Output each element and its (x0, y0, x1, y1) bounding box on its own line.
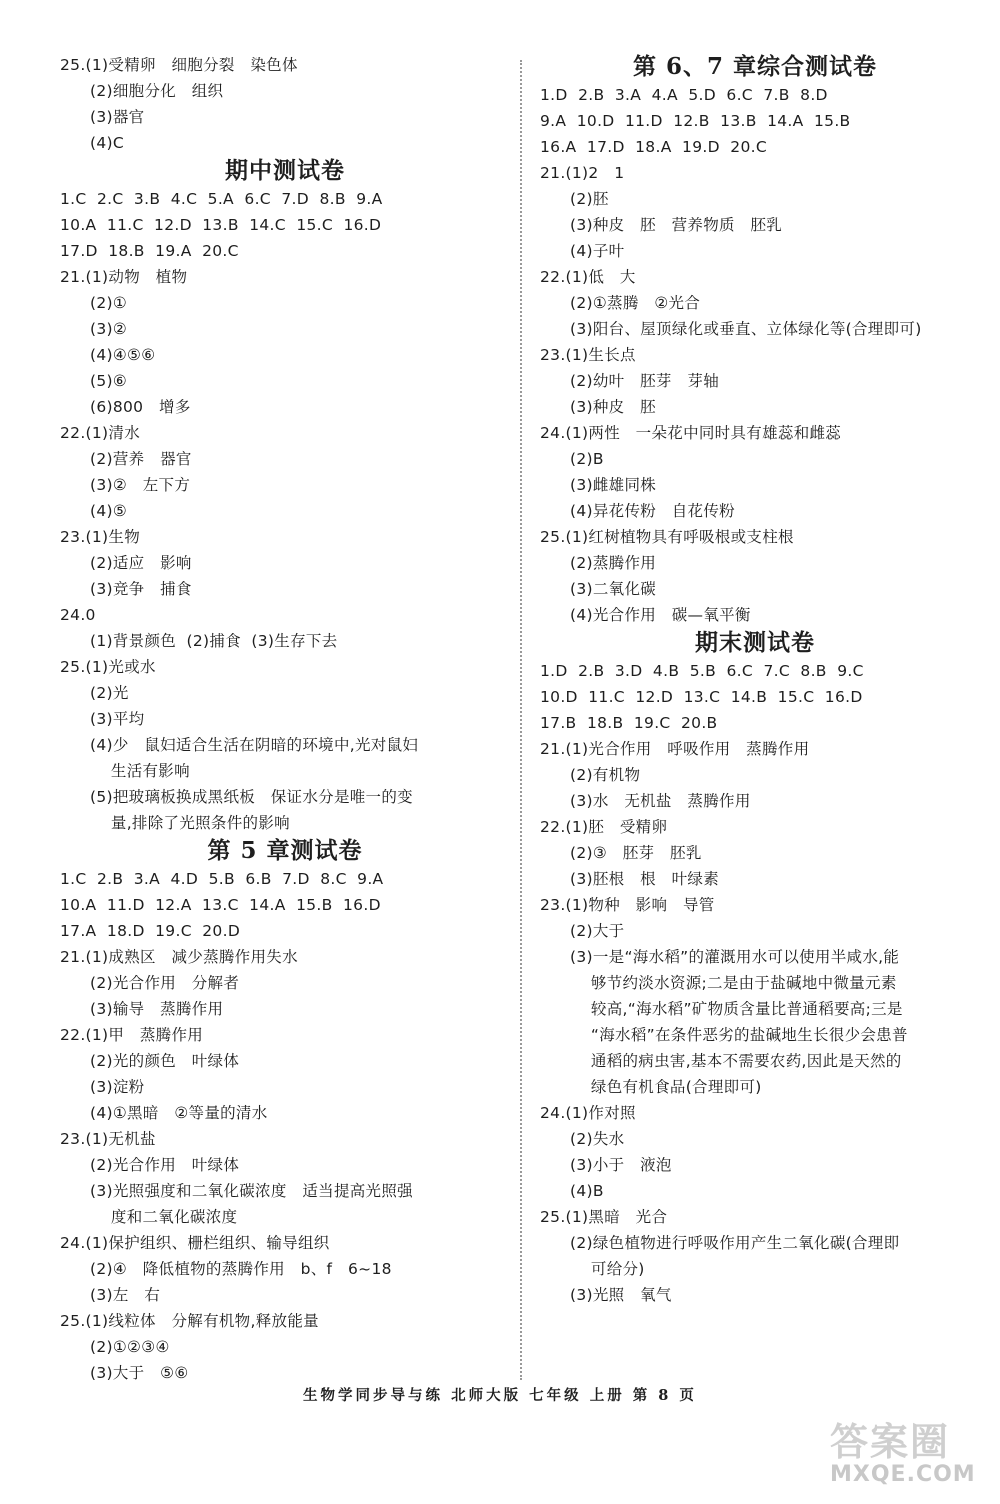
answer-line: 生活有影响 (90, 762, 190, 780)
answer-line: (2)光合作用 分解者 (90, 974, 240, 992)
answer-line: (3)雌雄同株 (570, 476, 657, 494)
answer-line: (3)二氧化碳 (570, 580, 657, 598)
answer-line: (2)细胞分化 组织 (90, 82, 224, 100)
section-heading: 期末测试卷 (695, 629, 815, 656)
answer-line: 22.(1)胚 受精卵 (540, 818, 668, 836)
answer-line: (2)适应 影响 (90, 554, 192, 572)
answer-line: 25.(1)红树植物具有呼吸根或支柱根 (540, 528, 794, 546)
answer-line: (4)④⑤⑥ (90, 346, 156, 364)
answer-line: (4)异花传粉 自花传粉 (570, 502, 735, 520)
answer-line: (3)水 无机盐 蒸腾作用 (570, 792, 751, 810)
answer-line: (3)② 左下方 (90, 476, 191, 494)
answer-line: (2)胚 (570, 190, 609, 208)
answer-line: (2)失水 (570, 1130, 625, 1148)
answer-line: (2)④ 降低植物的蒸腾作用 b、f 6~18 (90, 1260, 392, 1278)
answer-line: 23.(1)生物 (60, 528, 141, 546)
answer-line: 16.A 17.D 18.A 19.D 20.C (540, 138, 767, 156)
answer-line: 10.D 11.C 12.D 13.C 14.B 15.C 16.D (540, 688, 863, 706)
answer-line: 10.A 11.C 12.D 13.B 14.C 15.C 16.D (60, 216, 382, 234)
answer-line: 可给分) (570, 1260, 645, 1278)
answer-line: 24.(1)作对照 (540, 1104, 636, 1122)
answer-line: (2)光合作用 叶绿体 (90, 1156, 240, 1174)
answer-line: (2)大于 (570, 922, 625, 940)
answer-line: (2)光 (90, 684, 129, 702)
answer-line: (3)左 右 (90, 1286, 161, 1304)
answer-line: (2)绿色植物进行呼吸作用产生二氧化碳(合理即 (570, 1234, 900, 1252)
answer-line: 24.(1)保护组织、栅栏组织、输导组织 (60, 1234, 330, 1252)
answer-line: (4)C (90, 134, 124, 152)
section-heading: 第 5 章测试卷 (207, 837, 363, 864)
answer-line: 17.A 18.D 19.C 20.D (60, 922, 241, 940)
answer-line: 1.C 2.B 3.A 4.D 5.B 6.B 7.D 8.C 9.A (60, 870, 384, 888)
answer-line: (1)背景颜色 (2)捕食 (3)生存下去 (90, 632, 338, 650)
answer-line: (5)⑥ (90, 372, 128, 390)
answer-line: 25.(1)黑暗 光合 (540, 1208, 668, 1226)
answer-line: (2)①蒸腾 ②光合 (570, 294, 701, 312)
answer-line: 10.A 11.D 12.A 13.C 14.A 15.B 16.D (60, 896, 381, 914)
answer-line: 23.(1)物种 影响 导管 (540, 896, 715, 914)
answer-line: 25.(1)光或水 (60, 658, 156, 676)
answer-line: 25.(1)线粒体 分解有机物,释放能量 (60, 1312, 319, 1330)
watermark-en: MXQE.COM (830, 1462, 976, 1487)
answer-line: (5)把玻璃板换成黑纸板 保证水分是唯一的变 (90, 788, 413, 806)
answer-line: 够节约淡水资源;二是由于盐碱地中微量元素 (570, 974, 897, 992)
watermark-cn: 答案圈 (830, 1420, 951, 1464)
answer-line: 23.(1)生长点 (540, 346, 636, 364)
answer-line: 绿色有机食品(合理即可) (570, 1078, 762, 1096)
answer-line: (2)B (570, 450, 604, 468)
answer-line: 24.(1)两性 一朵花中同时具有雄蕊和雌蕊 (540, 424, 842, 442)
answer-line: 9.A 10.D 11.D 12.B 13.B 14.A 15.B (540, 112, 851, 130)
answer-line: (3)种皮 胚 营养物质 胚乳 (570, 216, 783, 234)
answer-line: 量,排除了光照条件的影响 (90, 814, 290, 832)
answer-line: 较高,“海水稻”矿物质含量比普通稻要高;三是 (570, 1000, 903, 1018)
answer-line: 24.0 (60, 606, 96, 624)
left-column (60, 52, 510, 1386)
answer-line: (4)少 鼠妇适合生活在阴暗的环境中,光对鼠妇 (90, 736, 419, 754)
answer-line: (2)蒸腾作用 (570, 554, 657, 572)
page-footer: 生物学同步导与练 北师大版 七年级 上册 第 8 页 (303, 1387, 697, 1404)
answer-line: (2)①②③④ (90, 1338, 170, 1356)
answer-line: (3)② (90, 320, 128, 338)
answer-line: 23.(1)无机盐 (60, 1130, 156, 1148)
answer-line: (2)③ 胚芽 胚乳 (570, 844, 702, 862)
answer-line: (3)竞争 捕食 (90, 580, 192, 598)
answer-line: (3)光照强度和二氧化碳浓度 适当提高光照强 (90, 1182, 413, 1200)
answer-line: 度和二氧化碳浓度 (90, 1208, 238, 1226)
section-heading: 第 6、7 章综合测试卷 (632, 53, 878, 80)
answer-line: “海水稻”在条件恶劣的盐碱地生长很少会患普 (570, 1026, 908, 1044)
answer-line: 22.(1)清水 (60, 424, 141, 442)
answer-line: (6)800 增多 (90, 398, 191, 416)
answer-line: 21.(1)2 1 (540, 164, 625, 182)
answer-line: 1.D 2.B 3.A 4.A 5.D 6.C 7.B 8.D (540, 86, 828, 104)
answer-line: (3)小于 液泡 (570, 1156, 672, 1174)
answer-line: 22.(1)低 大 (540, 268, 636, 286)
answer-line: (4)光合作用 碳—氧平衡 (570, 606, 751, 624)
answer-line: (3)平均 (90, 710, 145, 728)
answer-line: (2)光的颜色 叶绿体 (90, 1052, 240, 1070)
answer-line: 1.D 2.B 3.D 4.B 5.B 6.C 7.C 8.B 9.C (540, 662, 864, 680)
answer-line: (4)⑤ (90, 502, 128, 520)
answer-line: (3)淀粉 (90, 1078, 145, 1096)
answer-line: (2)① (90, 294, 128, 312)
watermark-logo (830, 1422, 980, 1494)
answer-line: (2)营养 器官 (90, 450, 192, 468)
answer-line: 21.(1)动物 植物 (60, 268, 188, 286)
answer-line: 25.(1)受精卵 细胞分裂 染色体 (60, 56, 298, 74)
answer-line: (2)有机物 (570, 766, 641, 784)
answer-line: 22.(1)甲 蒸腾作用 (60, 1026, 204, 1044)
answer-line: 1.C 2.C 3.B 4.C 5.A 6.C 7.D 8.B 9.A (60, 190, 383, 208)
section-heading: 期中测试卷 (225, 157, 345, 184)
right-column (540, 52, 970, 1308)
answer-line: (3)胚根 根 叶绿素 (570, 870, 720, 888)
answer-line: (4)子叶 (570, 242, 625, 260)
answer-line: (3)输导 蒸腾作用 (90, 1000, 224, 1018)
answer-line: (3)一是“海水稻”的灌溉用水可以使用半咸水,能 (570, 948, 900, 966)
answer-line: (2)幼叶 胚芽 芽轴 (570, 372, 720, 390)
answer-line: (3)大于 ⑤⑥ (90, 1364, 189, 1382)
answer-line: (3)器官 (90, 108, 145, 126)
answer-line: (3)光照 氧气 (570, 1286, 672, 1304)
column-divider (520, 60, 522, 1380)
answer-line: 21.(1)光合作用 呼吸作用 蒸腾作用 (540, 740, 810, 758)
answer-line: (3)种皮 胚 (570, 398, 656, 416)
answer-line: (4)①黑暗 ②等量的清水 (90, 1104, 268, 1122)
answer-line: 17.D 18.B 19.A 20.C (60, 242, 239, 260)
answer-line: 通稻的病虫害,基本不需要农药,因此是天然的 (570, 1052, 902, 1070)
answer-line: (3)阳台、屋顶绿化或垂直、立体绿化等(合理即可) (570, 320, 922, 338)
answer-line: (4)B (570, 1182, 604, 1200)
answer-line: 21.(1)成熟区 减少蒸腾作用失水 (60, 948, 298, 966)
answer-line: 17.B 18.B 19.C 20.B (540, 714, 718, 732)
